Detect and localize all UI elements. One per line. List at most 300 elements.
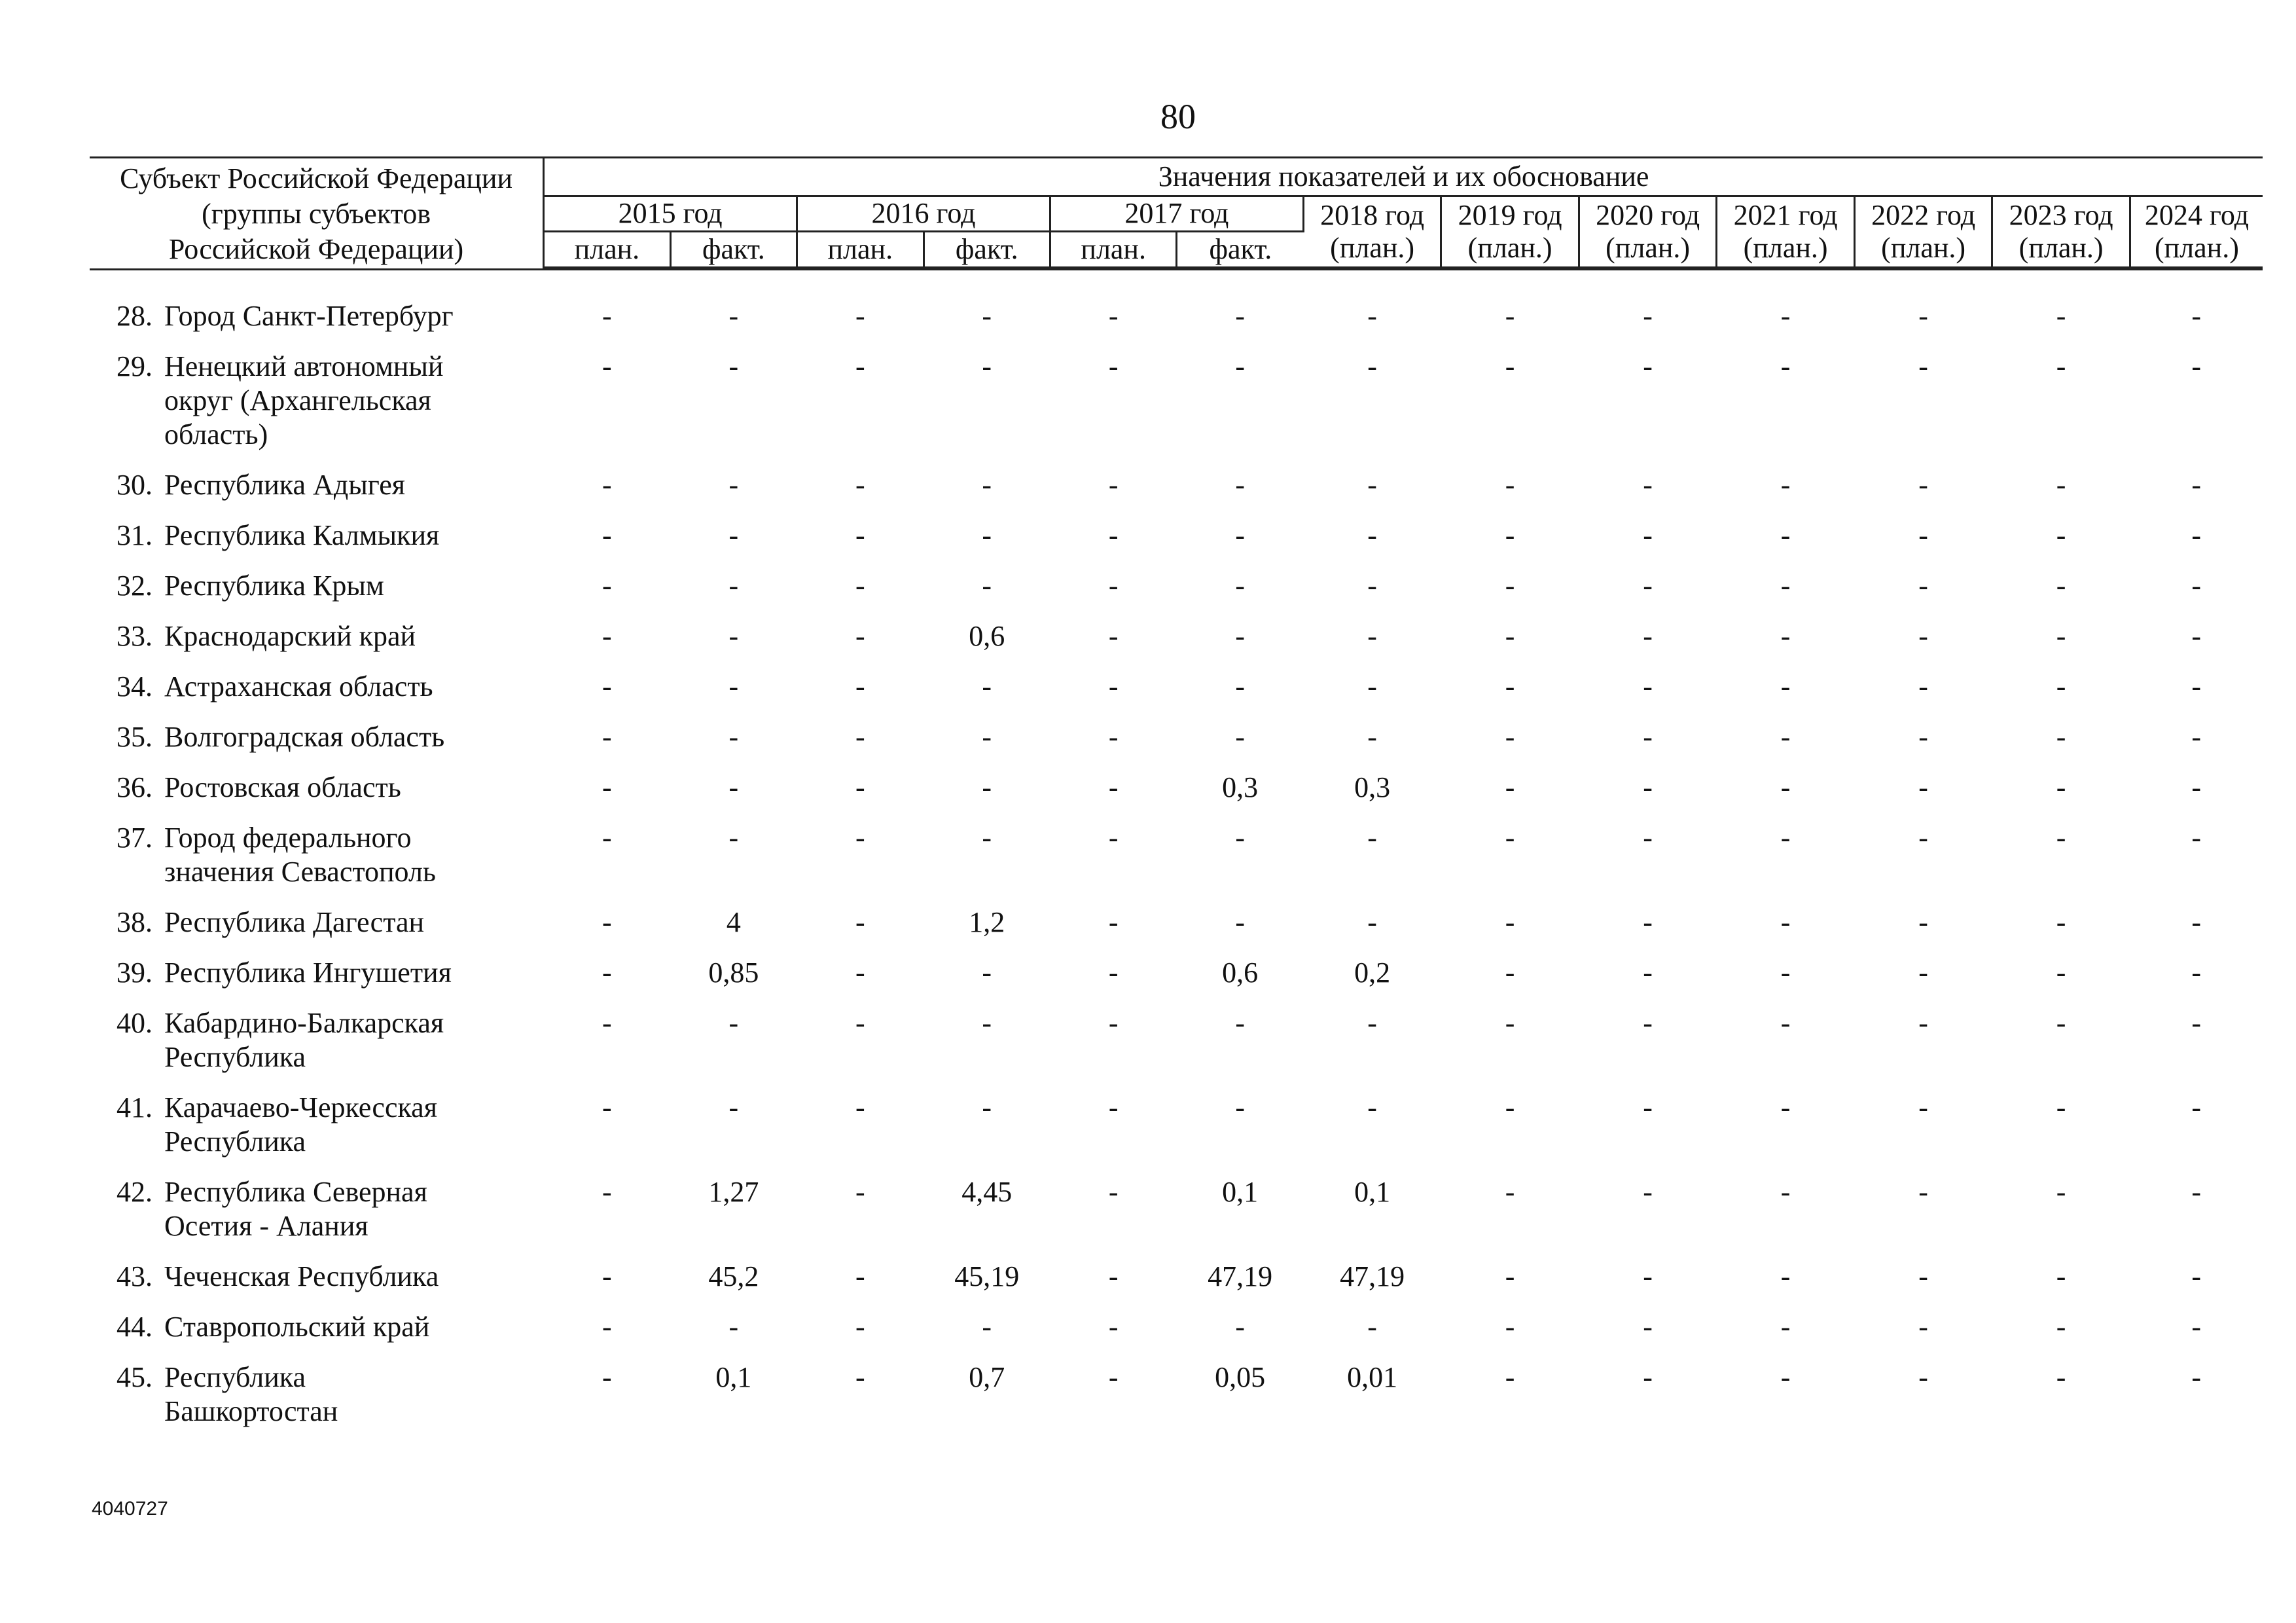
subject-cell (90, 956, 544, 1006)
subject-name: Волгоградская область (164, 720, 445, 753)
value-cell: - (2056, 468, 2066, 501)
value-cell: - (855, 350, 865, 382)
subject-name: Республика Дагестан (164, 905, 425, 938)
subject-name: Город Санкт-Петербург (164, 299, 454, 332)
value-cell: - (2056, 1260, 2066, 1292)
subject-cell (90, 1091, 544, 1175)
value-cell: - (1235, 569, 1245, 602)
value-cell: - (1108, 1175, 1119, 1208)
value-cell: - (1918, 299, 1928, 332)
value-cell: - (1780, 821, 1791, 854)
value-cell: - (602, 468, 612, 501)
value-cell: - (2191, 1310, 2202, 1343)
value-cell: 4,45 (961, 1175, 1013, 1208)
value-cell: - (2056, 720, 2066, 753)
value-cell: - (855, 519, 865, 551)
value-cell: - (1780, 569, 1791, 602)
table-header (90, 158, 2263, 270)
value-cell: - (1235, 619, 1245, 652)
value-cell: 1,27 (708, 1175, 759, 1208)
value-cell: - (855, 1310, 865, 1343)
subject-name: Республика Башкортостан (164, 1360, 338, 1427)
value-cell: - (2056, 1175, 2066, 1208)
value-cell: - (1780, 905, 1791, 938)
value-cell: - (1505, 519, 1515, 551)
value-cell: - (1780, 1091, 1791, 1123)
table-row (90, 670, 2263, 720)
subject-cell (90, 1006, 544, 1091)
page-number: 80 (1160, 97, 1196, 136)
value-cell: - (855, 1360, 865, 1393)
row-number: 32. (117, 569, 152, 602)
value-cell: - (1918, 720, 1928, 753)
value-cell: - (1643, 670, 1653, 702)
value-cell: - (602, 619, 612, 652)
value-cell: - (855, 1260, 865, 1292)
value-cell: - (1367, 1006, 1377, 1039)
value-cell: - (1505, 350, 1515, 382)
value-cell: 0,05 (1215, 1360, 1266, 1393)
subject-cell (90, 619, 544, 670)
value-cell: - (1108, 619, 1119, 652)
value-cell: - (1108, 569, 1119, 602)
subject-cell (90, 821, 544, 905)
value-cell: - (1780, 1310, 1791, 1343)
value-cell: - (1918, 670, 1928, 702)
value-cell: - (602, 821, 612, 854)
value-cell: - (2191, 1006, 2202, 1039)
value-cell: 0,1 (1354, 1175, 1391, 1208)
value-cell: - (1780, 299, 1791, 332)
value-cell: - (1780, 1360, 1791, 1393)
value-cell: - (1367, 720, 1377, 753)
document-code: 4040727 (92, 1498, 168, 1520)
value-cell: - (1235, 905, 1245, 938)
value-cell: - (1108, 670, 1119, 702)
value-cell: - (2191, 350, 2202, 382)
value-cell: - (1780, 350, 1791, 382)
value-cell: - (1108, 299, 1119, 332)
value-cell: - (1918, 350, 1928, 382)
value-cell: - (1918, 1175, 1928, 1208)
value-cell: - (1367, 1310, 1377, 1343)
value-cell: 0,3 (1222, 771, 1259, 803)
value-cell: 45,2 (708, 1260, 759, 1292)
value-cell: - (728, 771, 739, 803)
value-cell: - (855, 771, 865, 803)
value-cell: - (602, 519, 612, 551)
subject-cell (90, 299, 544, 350)
value-cell: - (1643, 350, 1653, 382)
value-cell: 47,19 (1340, 1260, 1405, 1292)
value-cell: - (1108, 468, 1119, 501)
value-cell: - (1235, 519, 1245, 551)
value-cell: - (1918, 519, 1928, 551)
value-cell: - (602, 670, 612, 702)
value-cell: 4 (726, 905, 741, 938)
value-cell: - (1780, 468, 1791, 501)
value-cell: - (982, 468, 992, 501)
row-number: 34. (117, 670, 152, 702)
value-cell: - (982, 350, 992, 382)
value-cell: - (855, 821, 865, 854)
value-cell: - (1643, 905, 1653, 938)
value-cell: - (1643, 569, 1653, 602)
value-cell: - (2191, 821, 2202, 854)
row-number: 39. (117, 956, 152, 989)
table-row (90, 1360, 2263, 1445)
value-cell: - (1505, 956, 1515, 989)
year-header-2024: 2024 год (план.) (2130, 196, 2263, 268)
value-cell: - (1235, 670, 1245, 702)
value-cell: - (1643, 1091, 1653, 1123)
value-cell: - (1505, 670, 1515, 702)
subject-header-line-1: Субъект Российской Федерации (120, 162, 513, 194)
row-number: 41. (117, 1091, 152, 1123)
value-cell: - (2191, 905, 2202, 938)
value-cell: - (1780, 1175, 1791, 1208)
table-body (90, 269, 2263, 1445)
value-cell: 0,1 (1222, 1175, 1259, 1208)
value-cell: - (728, 350, 739, 382)
subject-header-line-2: (группы субъектов (202, 198, 431, 230)
value-cell: - (1643, 720, 1653, 753)
subject-name: Город федерального значения Севастополь (164, 821, 436, 888)
plan-subheader: план. (544, 231, 670, 267)
value-cell: - (1505, 1091, 1515, 1123)
subject-name: Карачаево-Черкесская Республика (164, 1091, 437, 1158)
value-cell: - (1643, 821, 1653, 854)
value-cell: - (855, 1091, 865, 1123)
value-cell: - (855, 956, 865, 989)
value-cell: - (1780, 670, 1791, 702)
value-cell: - (855, 299, 865, 332)
subject-cell (90, 1260, 544, 1310)
value-cell: - (1108, 905, 1119, 938)
table-row (90, 350, 2263, 468)
subject-column-header (90, 158, 544, 268)
values-header: Значения показателей и их обоснование (544, 158, 2263, 196)
value-cell: - (728, 468, 739, 501)
subject-name: Ставропольский край (164, 1310, 430, 1343)
value-cell: - (1235, 299, 1245, 332)
subject-name: Республика Крым (164, 569, 384, 602)
value-cell: - (855, 1175, 865, 1208)
value-cell: - (1918, 771, 1928, 803)
value-cell: - (728, 299, 739, 332)
value-cell: - (2191, 1091, 2202, 1123)
value-cell: - (1643, 1006, 1653, 1039)
value-cell: - (602, 1175, 612, 1208)
value-cell: - (1108, 821, 1119, 854)
value-cell: - (855, 905, 865, 938)
value-cell: - (602, 569, 612, 602)
row-number: 42. (117, 1175, 152, 1208)
fact-subheader: факт. (1177, 231, 1303, 267)
value-cell: - (1780, 771, 1791, 803)
value-cell: - (1367, 821, 1377, 854)
value-cell: 47,19 (1208, 1260, 1273, 1292)
year-header-2019: 2019 год (план.) (1441, 196, 1579, 268)
subject-cell (90, 350, 544, 468)
value-cell: - (1108, 1260, 1119, 1292)
value-cell: - (1918, 1310, 1928, 1343)
indicator-values-table (90, 156, 2263, 1445)
value-cell: - (1643, 1260, 1653, 1292)
value-cell: - (2056, 299, 2066, 332)
value-cell: - (982, 720, 992, 753)
value-cell: - (2056, 519, 2066, 551)
value-cell: - (728, 619, 739, 652)
value-cell: - (728, 670, 739, 702)
value-cell: - (1108, 956, 1119, 989)
value-cell: 1,2 (969, 905, 1005, 938)
value-cell: - (2191, 1175, 2202, 1208)
year-header-2021: 2021 год (план.) (1717, 196, 1855, 268)
value-cell: - (1505, 619, 1515, 652)
value-cell: - (1505, 1175, 1515, 1208)
value-cell: - (1918, 1260, 1928, 1292)
value-cell: - (2056, 350, 2066, 382)
value-cell: - (1505, 905, 1515, 938)
table-row (90, 905, 2263, 956)
value-cell: 45,19 (954, 1260, 1020, 1292)
row-number: 29. (117, 350, 152, 382)
subject-cell (90, 771, 544, 821)
value-cell: - (602, 771, 612, 803)
value-cell: - (1367, 299, 1377, 332)
row-number: 30. (117, 468, 152, 501)
value-cell: - (2056, 1310, 2066, 1343)
value-cell: - (1108, 350, 1119, 382)
subject-name: Чеченская Республика (164, 1260, 439, 1292)
value-cell: 0,2 (1354, 956, 1391, 989)
value-cell: 0,6 (969, 619, 1005, 652)
value-cell: - (1505, 1360, 1515, 1393)
value-cell: - (1367, 569, 1377, 602)
value-cell: - (1235, 821, 1245, 854)
value-cell: - (1108, 1006, 1119, 1039)
value-cell: - (1918, 956, 1928, 989)
table-row (90, 299, 2263, 350)
value-cell: - (2056, 1091, 2066, 1123)
value-cell: - (1235, 1006, 1245, 1039)
value-cell: - (2191, 1260, 2202, 1292)
table-row (90, 468, 2263, 519)
value-cell: 0,7 (969, 1360, 1005, 1393)
value-cell: - (982, 569, 992, 602)
value-cell: - (602, 720, 612, 753)
value-cell: - (1108, 1360, 1119, 1393)
subject-cell (90, 468, 544, 519)
table-row (90, 1310, 2263, 1360)
year-header-2020: 2020 год (план.) (1579, 196, 1717, 268)
value-cell: - (1643, 1360, 1653, 1393)
year-header-2022: 2022 год (план.) (1854, 196, 1992, 268)
value-cell: - (1780, 519, 1791, 551)
value-cell: - (2056, 956, 2066, 989)
subject-cell (90, 1310, 544, 1360)
row-number: 28. (117, 299, 152, 332)
value-cell: - (1367, 1091, 1377, 1123)
value-cell: - (2191, 299, 2202, 332)
table-row (90, 1175, 2263, 1260)
value-cell: - (602, 1260, 612, 1292)
value-cell: - (1643, 1175, 1653, 1208)
value-cell: - (1780, 619, 1791, 652)
value-cell: - (1505, 1006, 1515, 1039)
value-cell: 0,3 (1354, 771, 1391, 803)
year-header-2023: 2023 год (план.) (1992, 196, 2130, 268)
value-cell: - (1367, 905, 1377, 938)
value-cell: - (1643, 519, 1653, 551)
plan-subheader: план. (1050, 231, 1176, 267)
value-cell: - (855, 1006, 865, 1039)
value-cell: - (602, 956, 612, 989)
value-cell: - (1918, 1360, 1928, 1393)
value-cell: - (1235, 1310, 1245, 1343)
value-cell: - (2056, 1006, 2066, 1039)
value-cell: - (1505, 1310, 1515, 1343)
value-cell: - (1108, 1091, 1119, 1123)
value-cell: - (982, 771, 992, 803)
value-cell: - (602, 1310, 612, 1343)
year-header-2015: 2015 год (544, 196, 797, 232)
plan-subheader: план. (797, 231, 924, 267)
value-cell: - (2056, 821, 2066, 854)
value-cell: - (855, 619, 865, 652)
value-cell: - (982, 956, 992, 989)
year-header-2017: 2017 год (1050, 196, 1303, 232)
value-cell: - (2056, 569, 2066, 602)
value-cell: - (728, 720, 739, 753)
table-row (90, 821, 2263, 905)
value-cell: - (728, 519, 739, 551)
value-cell: - (1108, 720, 1119, 753)
value-cell: - (2056, 771, 2066, 803)
value-cell: - (982, 821, 992, 854)
value-cell: - (1918, 569, 1928, 602)
value-cell: - (1108, 519, 1119, 551)
value-cell: - (1780, 1006, 1791, 1039)
table-row (90, 519, 2263, 569)
row-number: 45. (117, 1360, 152, 1393)
value-cell: - (2191, 670, 2202, 702)
value-cell: - (728, 1310, 739, 1343)
value-cell: - (982, 1091, 992, 1123)
value-cell: - (1918, 619, 1928, 652)
table-row (90, 1091, 2263, 1175)
value-cell: - (602, 299, 612, 332)
subject-name: Республика Северная Осетия - Алания (164, 1175, 427, 1242)
value-cell: - (1643, 468, 1653, 501)
value-cell: - (1918, 468, 1928, 501)
value-cell: - (602, 350, 612, 382)
subject-name: Ростовская область (164, 771, 401, 803)
value-cell: - (1367, 468, 1377, 501)
subject-cell (90, 1175, 544, 1260)
row-number: 37. (117, 821, 152, 854)
value-cell: - (2056, 619, 2066, 652)
value-cell: - (2056, 670, 2066, 702)
value-cell: - (728, 569, 739, 602)
value-cell: - (1505, 468, 1515, 501)
value-cell: - (1505, 1260, 1515, 1292)
value-cell: - (1505, 299, 1515, 332)
subject-name: Кабардино-Балкарская Республика (164, 1006, 444, 1073)
row-number: 43. (117, 1260, 152, 1292)
value-cell: - (1108, 771, 1119, 803)
year-header-2018: 2018 год (план.) (1303, 196, 1441, 268)
value-cell: - (1918, 821, 1928, 854)
value-cell: 0,1 (715, 1360, 752, 1393)
subject-cell (90, 670, 544, 720)
subject-name: Республика Калмыкия (164, 519, 440, 551)
value-cell: - (1235, 468, 1245, 501)
value-cell: - (1643, 619, 1653, 652)
value-cell: - (1108, 1310, 1119, 1343)
value-cell: - (602, 1006, 612, 1039)
value-cell: - (982, 519, 992, 551)
subject-header-line-3: Российской Федерации) (168, 233, 464, 265)
value-cell: - (855, 670, 865, 702)
value-cell: - (602, 905, 612, 938)
row-number: 33. (117, 619, 152, 652)
value-cell: - (1780, 1260, 1791, 1292)
value-cell: - (855, 720, 865, 753)
row-number: 40. (117, 1006, 152, 1039)
subject-cell (90, 519, 544, 569)
row-number: 31. (117, 519, 152, 551)
value-cell: - (1367, 350, 1377, 382)
table-row (90, 1006, 2263, 1091)
value-cell: - (1918, 905, 1928, 938)
row-number: 44. (117, 1310, 152, 1343)
value-cell: - (728, 821, 739, 854)
subject-name: Краснодарский край (164, 619, 416, 652)
subject-name: Республика Ингушетия (164, 956, 452, 989)
value-cell: - (602, 1091, 612, 1123)
value-cell: 0,85 (708, 956, 759, 989)
value-cell: - (2191, 956, 2202, 989)
table-row (90, 1260, 2263, 1310)
value-cell: - (728, 1006, 739, 1039)
value-cell: - (982, 299, 992, 332)
value-cell: - (1643, 771, 1653, 803)
table-row (90, 771, 2263, 821)
value-cell: - (1643, 299, 1653, 332)
subject-name: Ненецкий автономный округ (Архангельская область) (164, 350, 444, 450)
table-row (90, 619, 2263, 670)
fact-subheader: факт. (924, 231, 1050, 267)
table-row (90, 956, 2263, 1006)
value-cell: - (1505, 771, 1515, 803)
value-cell: - (1643, 956, 1653, 989)
value-cell: - (1643, 1310, 1653, 1343)
value-cell: - (855, 569, 865, 602)
table-row (90, 569, 2263, 619)
value-cell: 0,6 (1222, 956, 1259, 989)
value-cell: - (2191, 569, 2202, 602)
subject-name: Республика Адыгея (164, 468, 406, 501)
value-cell: - (1367, 670, 1377, 702)
value-cell: - (2191, 720, 2202, 753)
value-cell: - (982, 1310, 992, 1343)
value-cell: - (1235, 350, 1245, 382)
value-cell: - (1780, 956, 1791, 989)
value-cell: - (2191, 519, 2202, 551)
value-cell: - (2191, 1360, 2202, 1393)
